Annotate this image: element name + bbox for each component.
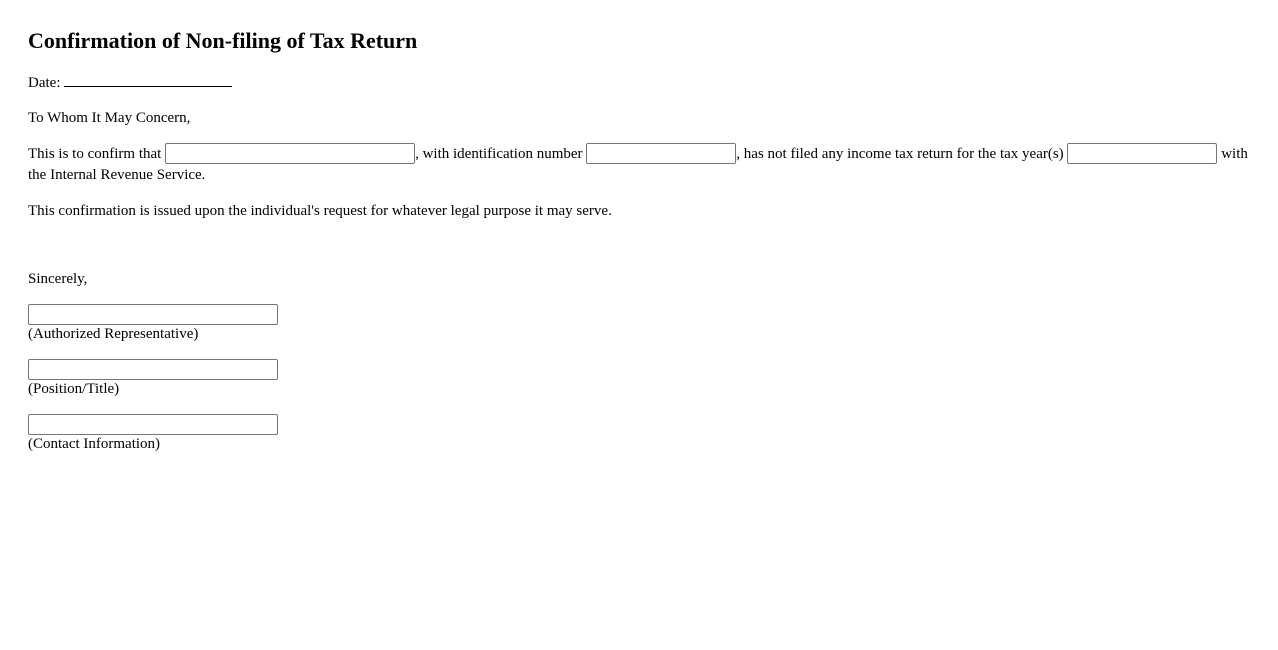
contact-information-label: (Contact Information) (28, 436, 161, 452)
purpose-statement: This confirmation is issued upon the individual's request for whatever legal purpose it may serve. (28, 203, 612, 219)
salutation: To Whom It May Concern, (28, 110, 191, 126)
closing: Sincerely, (28, 271, 88, 287)
contact-information-input[interactable] (28, 414, 278, 435)
date-blank-line (64, 73, 232, 87)
date-line (28, 73, 1250, 93)
confirm-suffix-text: , has not filed any income tax return for the tax year(s) (736, 146, 1064, 162)
signature-block-representative (28, 304, 1250, 344)
confirm-prefix-text: This is to confirm that (28, 146, 162, 162)
authorized-representative-input[interactable] (28, 304, 278, 325)
signature-block-position (28, 359, 1250, 399)
position-title-label: (Position/Title) (28, 381, 120, 397)
tax-years-input[interactable] (1067, 143, 1217, 164)
date-label: Date: (28, 75, 61, 91)
signature-block-contact (28, 414, 1250, 454)
confirm-end-text: with the Internal Revenue Service. (28, 146, 1248, 183)
authorized-representative-label: (Authorized Representative) (28, 326, 199, 342)
name-input[interactable] (165, 143, 415, 164)
position-title-input[interactable] (28, 359, 278, 380)
id-number-input[interactable] (586, 143, 736, 164)
confirm-mid-text: , with identification number (415, 146, 583, 162)
confirmation-statement (28, 143, 1250, 186)
page-title: Confirmation of Non-filing of Tax Return (28, 28, 418, 53)
